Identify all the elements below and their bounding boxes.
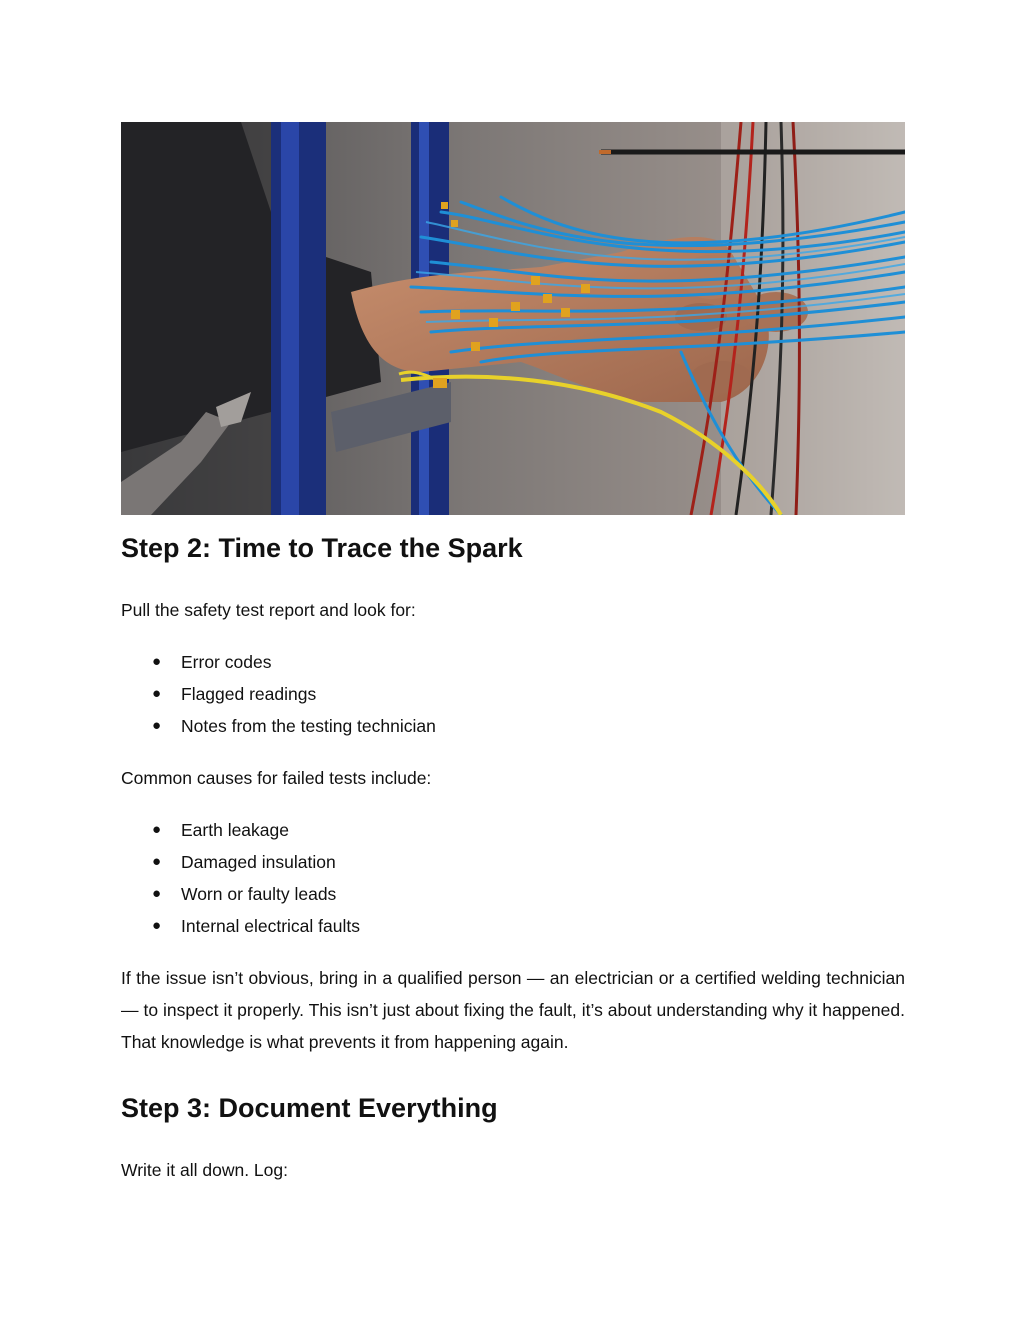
list-item: ● Damaged insulation	[121, 846, 905, 878]
bullet-icon: ●	[152, 653, 162, 670]
list-item: ● Earth leakage	[121, 814, 905, 846]
causes-intro: Common causes for failed tests include:	[121, 768, 432, 788]
bullet-icon: ●	[152, 917, 162, 934]
document-page	[121, 122, 905, 1186]
causes-list	[121, 814, 905, 942]
list-item: ● Notes from the testing technician	[121, 710, 905, 742]
step-2-intro: Pull the safety test report and look for:	[121, 600, 416, 620]
bullet-icon: ●	[152, 821, 162, 838]
list-item: ● Worn or faulty leads	[121, 878, 905, 910]
bullet-icon: ●	[152, 717, 162, 734]
step-3-intro: Write it all down. Log:	[121, 1160, 288, 1180]
bullet-icon: ●	[152, 685, 162, 702]
bullet-icon: ●	[152, 885, 162, 902]
list-item: ● Error codes	[121, 646, 905, 678]
step-3-heading: Step 3: Document Everything	[121, 1093, 498, 1123]
list-item: ● Internal electrical faults	[121, 910, 905, 942]
step-2-heading: Step 2: Time to Trace the Spark	[121, 533, 523, 563]
inspection-paragraph: If the issue isn’t obvious, bring in a qualified person — an electrician or a certified welding technician — to inspect it properly. This isn’t just about fixing the fault, it’s about understanding why it happened. That knowledge is what prevents it from happening again.	[121, 968, 905, 1052]
list-item: ● Flagged readings	[121, 678, 905, 710]
electrician-wires-photo	[121, 122, 905, 515]
bullet-icon: ●	[152, 853, 162, 870]
look-for-list	[121, 646, 905, 742]
